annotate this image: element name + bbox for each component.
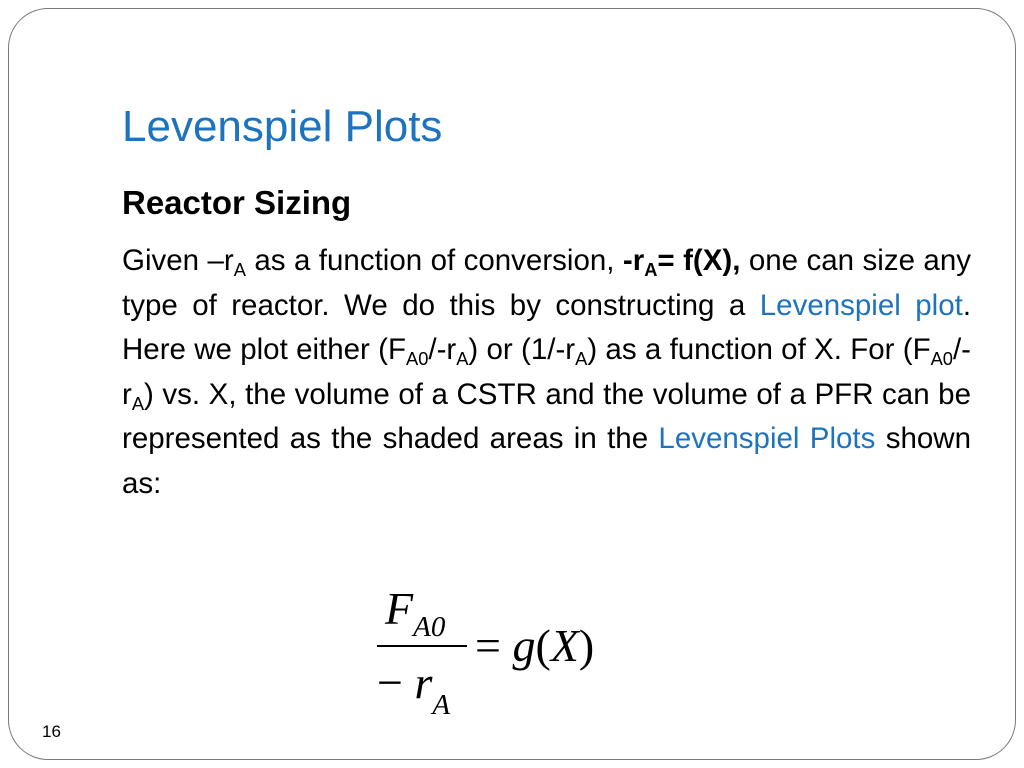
- subscript-a0: A0: [406, 347, 429, 369]
- text-shown-as: shown as:: [122, 422, 971, 500]
- text-as-function-x: ) as a function of X. For (F: [587, 333, 931, 366]
- formula-rhs: = g(X): [475, 620, 595, 671]
- text-given: Given –r: [122, 244, 234, 277]
- formula-numerator: $F_{A0}$: [385, 583, 446, 643]
- text-as-function: as a function of conversion,: [245, 244, 623, 277]
- text-slash-r: /-r: [428, 333, 457, 366]
- subscript-a0: A0: [930, 347, 953, 369]
- levenspiel-plots-term: Levenspiel Plots: [658, 422, 876, 455]
- formula-equation: [377, 581, 647, 721]
- slide-title: Levenspiel Plots: [122, 102, 443, 151]
- text-here-we-plot: . Here we plot either (F: [122, 288, 972, 366]
- page-number: 16: [42, 722, 61, 741]
- subscript-a: A: [456, 347, 469, 369]
- body-paragraph: [122, 239, 971, 506]
- slide: [8, 8, 1016, 760]
- text-one-can-size: one can size any type of reactor. We do this by constructing a: [122, 244, 971, 322]
- fraction-bar: [377, 645, 467, 647]
- text-slash-r: /-r: [122, 333, 971, 411]
- text-vs-volume: ) vs. X, the volume of a CSTR and the volume of a PFR can be represented as the shaded areas in the: [122, 377, 971, 455]
- slide-subtitle: Reactor Sizing: [122, 184, 352, 221]
- levenspiel-plot-term: Levenspiel plot: [759, 288, 963, 322]
- formula-denominator: − $r_A$: [377, 657, 451, 721]
- text-or-1-r: ) or (1/-r: [468, 333, 576, 366]
- formula-fraction: [377, 581, 469, 721]
- bold-ra-equation: $-r_A= f(X)$,: [622, 244, 741, 280]
- subscript-a: A: [131, 392, 145, 414]
- subscript-a: A: [575, 347, 588, 369]
- subscript-a: A: [233, 258, 246, 280]
